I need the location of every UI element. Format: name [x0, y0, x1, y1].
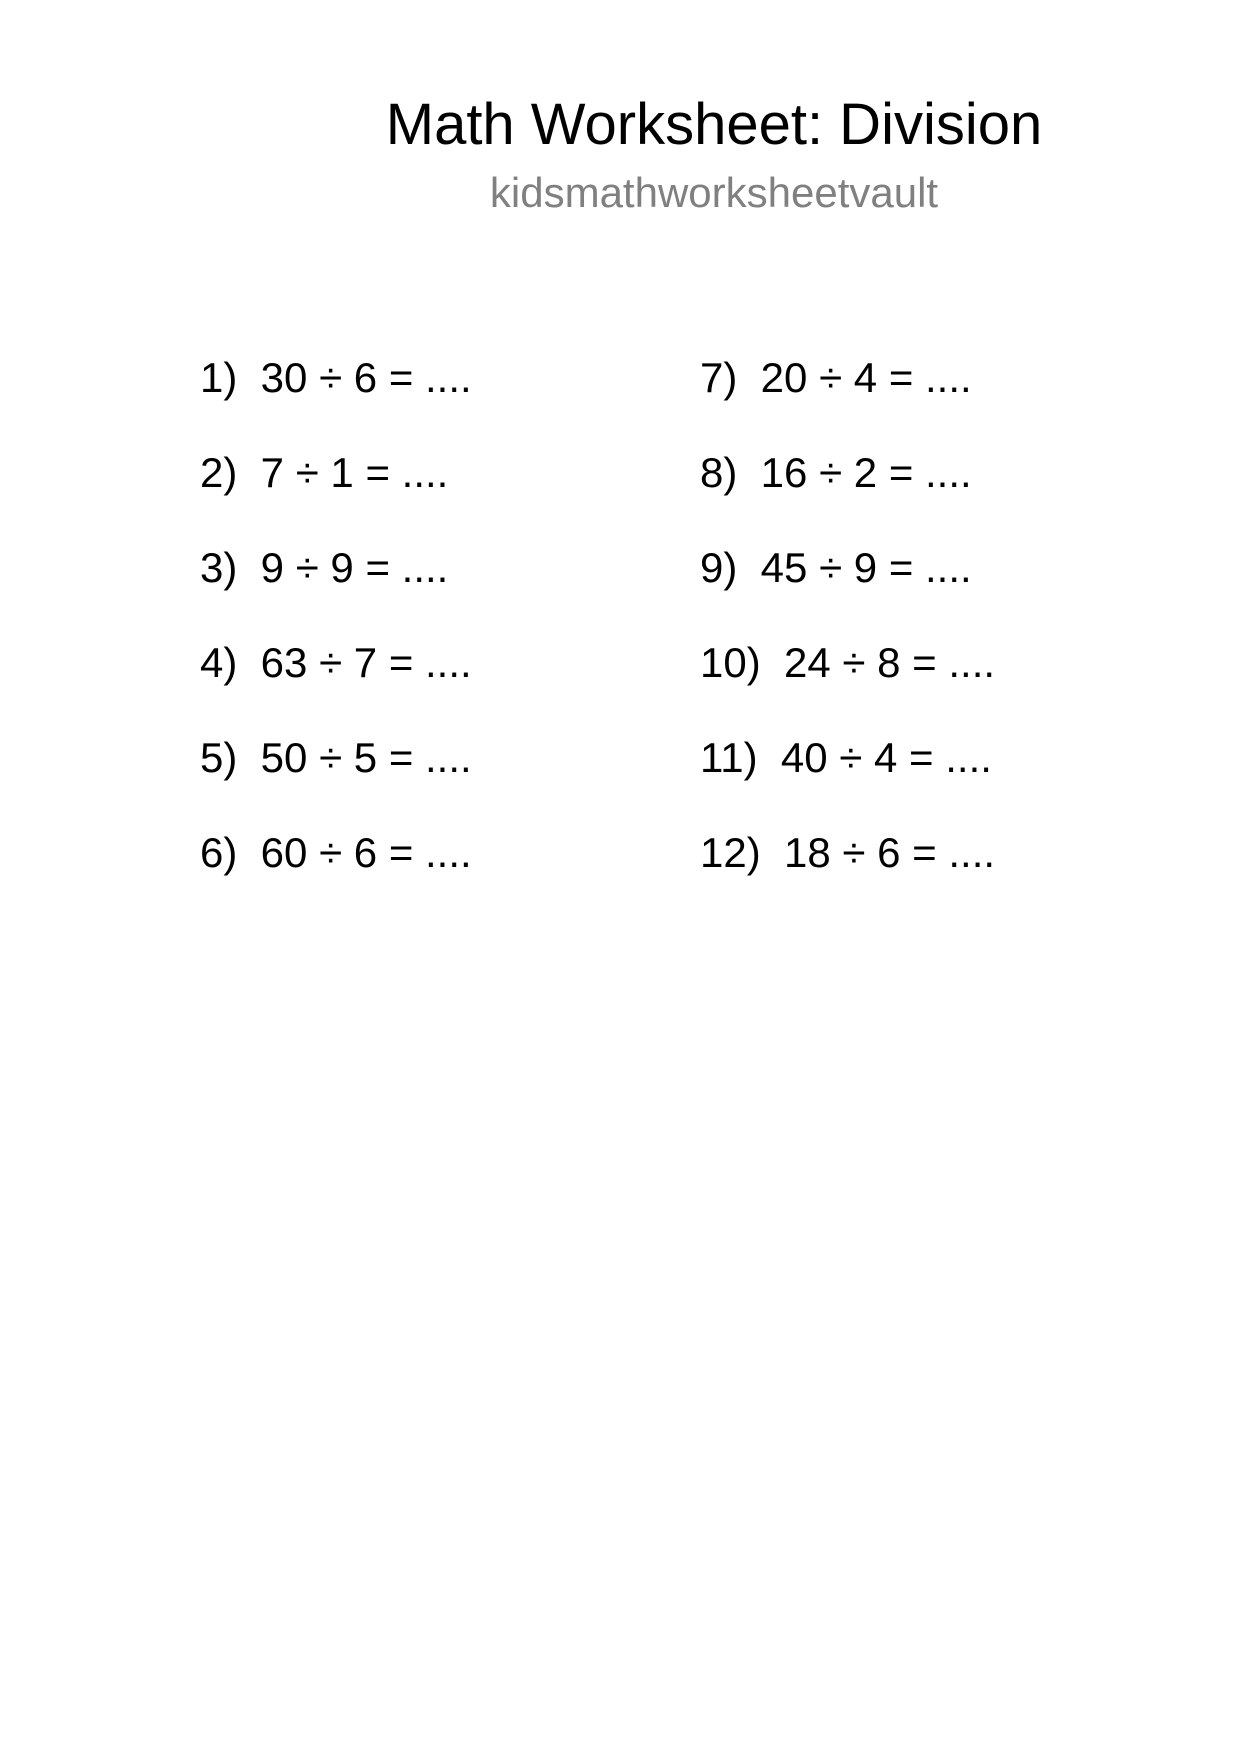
- problem-item: 8) 16 ÷ 2 = ....: [700, 449, 972, 496]
- problem-item: 4) 63 ÷ 7 = ....: [200, 639, 472, 686]
- worksheet-header: [0, 90, 1240, 218]
- page-subtitle: kidsmathworksheetvault: [489, 169, 939, 216]
- problem-column-right: [700, 348, 995, 918]
- page-title: Math Worksheet: Division: [385, 92, 1043, 157]
- problem-item: 9) 45 ÷ 9 = ....: [700, 544, 972, 591]
- problem-item: 3) 9 ÷ 9 = ....: [200, 544, 449, 591]
- problem-item: 11) 40 ÷ 4 = ....: [700, 734, 992, 781]
- problem-column-left: [200, 348, 472, 918]
- problem-item: 10) 24 ÷ 8 = ....: [700, 639, 996, 686]
- problem-item: 7) 20 ÷ 4 = ....: [700, 354, 972, 401]
- problem-item: 6) 60 ÷ 6 = ....: [200, 829, 472, 876]
- problem-item: 12) 18 ÷ 6 = ....: [700, 829, 996, 876]
- problem-item: 2) 7 ÷ 1 = ....: [200, 449, 449, 496]
- problem-item: 5) 50 ÷ 5 = ....: [200, 734, 472, 781]
- problem-item: 1) 30 ÷ 6 = ....: [200, 354, 472, 401]
